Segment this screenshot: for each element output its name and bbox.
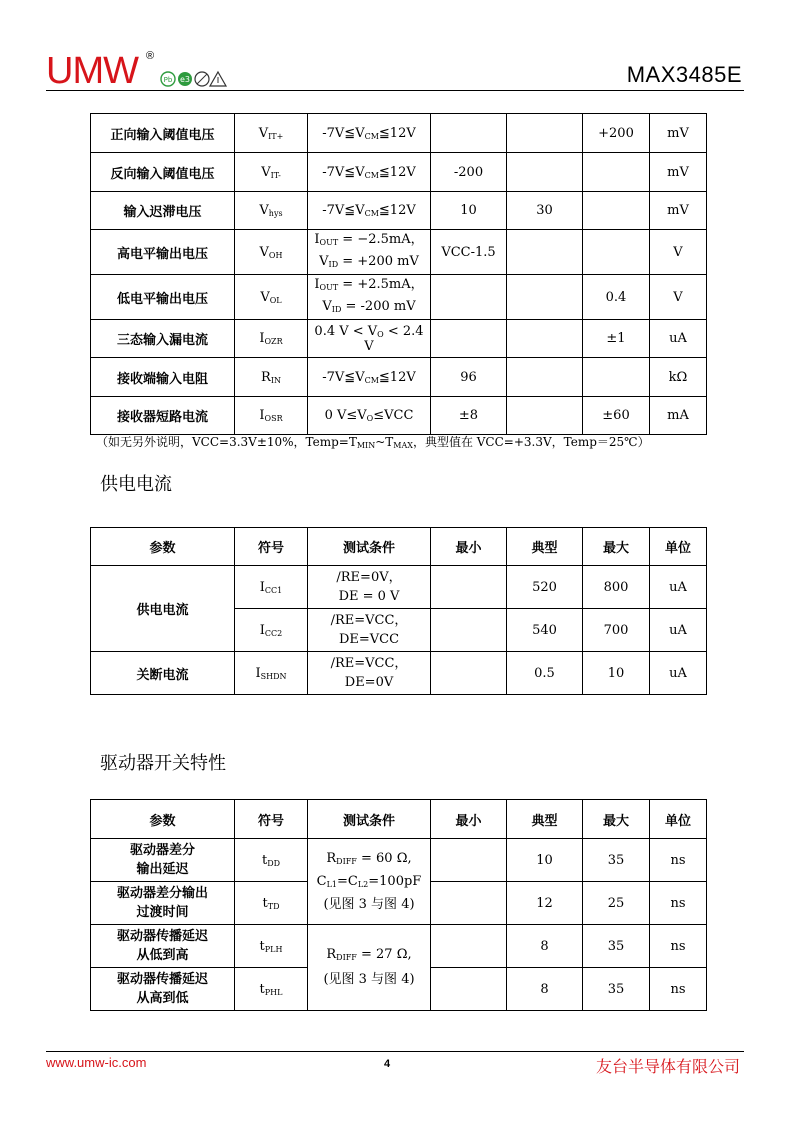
table-row (91, 230, 707, 275)
max-cell: 0.4 (583, 275, 650, 320)
min-cell (431, 609, 507, 652)
max-cell: 35 (583, 925, 650, 968)
table-row (91, 839, 707, 882)
max-cell: 700 (583, 609, 650, 652)
min-cell: -200 (431, 153, 507, 192)
param-cell: 高电平输出电压 (91, 230, 235, 275)
header-typ: 典型 (507, 800, 583, 839)
min-cell (431, 114, 507, 153)
header-param: 参数 (91, 528, 235, 566)
condition-cell: $I_{OUT} = +2.5mA$， $V_{ID} = -200$ mV (308, 275, 431, 320)
header-max: 最大 (583, 528, 650, 566)
min-cell (431, 839, 507, 882)
min-cell (431, 320, 507, 358)
header-condition: 测试条件 (308, 528, 431, 566)
typ-cell: 8 (507, 968, 583, 1011)
driver-switching-table (90, 799, 707, 1011)
unit-cell: mV (650, 114, 707, 153)
typ-cell: 12 (507, 882, 583, 925)
condition-cell: $-7V≦V_{CM}≦12V$ (308, 358, 431, 397)
condition-cell: $I_{OUT} = -2.5mA$， $V_{ID} = +200$ mV (308, 230, 431, 275)
param-cell: 关断电流 (91, 652, 235, 695)
min-cell: 10 (431, 192, 507, 230)
condition-cell: $-7V≦V_{CM}≦12V$ (308, 114, 431, 153)
unit-cell: uA (650, 566, 707, 609)
max-cell (583, 358, 650, 397)
condition-cell: /RE=VCC， DE=0V (308, 652, 431, 695)
table-header-row (91, 800, 707, 839)
unit-cell: mV (650, 153, 707, 192)
svg-text:e3: e3 (179, 75, 191, 84)
e3-icon (178, 72, 192, 86)
supply-current-table (90, 527, 707, 695)
max-cell: 10 (583, 652, 650, 695)
max-cell: ±60 (583, 397, 650, 435)
typ-cell (507, 230, 583, 275)
unit-cell: V (650, 230, 707, 275)
table-row (91, 320, 707, 358)
esd-icon (210, 72, 226, 86)
section-title-supply: 供电电流 (100, 474, 172, 495)
param-cell: 三态输入漏电流 (91, 320, 235, 358)
header-typ: 典型 (507, 528, 583, 566)
symbol-cell: $t_{TD}$ (235, 882, 308, 925)
table-row (91, 358, 707, 397)
unit-cell: kΩ (650, 358, 707, 397)
min-cell (431, 275, 507, 320)
company-logo (46, 50, 236, 92)
footer-website-link[interactable]: www.umw-ic.com (46, 1055, 147, 1070)
section-title-driver: 驱动器开关特性 (100, 753, 226, 774)
unit-cell: uA (650, 609, 707, 652)
table-row (91, 114, 707, 153)
table-row (91, 652, 707, 695)
param-cell: 接收器短路电流 (91, 397, 235, 435)
typ-cell (507, 358, 583, 397)
min-cell: 96 (431, 358, 507, 397)
unit-cell: mA (650, 397, 707, 435)
unit-cell: ns (650, 968, 707, 1011)
condition-cell: /RE=VCC， DE=VCC (308, 609, 431, 652)
header-unit: 单位 (650, 800, 707, 839)
max-cell: ±1 (583, 320, 650, 358)
table-row (91, 566, 707, 609)
min-cell (431, 566, 507, 609)
symbol-cell: $I_{CC1}$ (235, 566, 308, 609)
unit-cell: uA (650, 652, 707, 695)
param-cell: 驱动器传播延迟 从高到低 (91, 968, 235, 1011)
registered-mark: ® (146, 50, 155, 62)
header-max: 最大 (583, 800, 650, 839)
max-cell: +200 (583, 114, 650, 153)
symbol-cell: $I_{OZR}$ (235, 320, 308, 358)
pb-free-icon (161, 72, 175, 86)
unit-cell: mV (650, 192, 707, 230)
symbol-cell: $V_{IT-}$ (235, 153, 308, 192)
symbol-cell: $R_{IN}$ (235, 358, 308, 397)
typ-cell: 540 (507, 609, 583, 652)
typ-cell (507, 320, 583, 358)
param-cell: 驱动器差分输出 过渡时间 (91, 882, 235, 925)
min-cell (431, 652, 507, 695)
param-cell: 输入迟滞电压 (91, 192, 235, 230)
min-cell: VCC-1.5 (431, 230, 507, 275)
typ-cell: 30 (507, 192, 583, 230)
typ-cell (507, 114, 583, 153)
typ-cell (507, 397, 583, 435)
table-row (91, 192, 707, 230)
param-cell: 驱动器差分 输出延迟 (91, 839, 235, 882)
symbol-cell: $V_{IT+}$ (235, 114, 308, 153)
symbol-cell: $I_{OSR}$ (235, 397, 308, 435)
header-param: 参数 (91, 800, 235, 839)
max-cell (583, 153, 650, 192)
header-min: 最小 (431, 800, 507, 839)
min-cell: ±8 (431, 397, 507, 435)
rohs-icon (195, 72, 209, 86)
logo-text: UMW (46, 50, 138, 92)
condition-cell: $R_{DIFF} = 27$ Ω, (见图 3 与图 4) (308, 925, 431, 1011)
param-cell: 正向输入阈值电压 (91, 114, 235, 153)
header-min: 最小 (431, 528, 507, 566)
symbol-cell: $V_{hys}$ (235, 192, 308, 230)
max-cell: 25 (583, 882, 650, 925)
header-rule (46, 90, 744, 91)
condition-cell: 0 $V\le V_O\le VCC$ (308, 397, 431, 435)
condition-cell: 0.4 $V < V_O < 2.4$ V (308, 320, 431, 358)
symbol-cell: $t_{PHL}$ (235, 968, 308, 1011)
param-cell: 反向输入阈值电压 (91, 153, 235, 192)
max-cell (583, 230, 650, 275)
page-number: 4 (384, 1058, 391, 1070)
unit-cell: ns (650, 925, 707, 968)
condition-cell: $-7V≦V_{CM}≦12V$ (308, 192, 431, 230)
table-row (91, 397, 707, 435)
table-row (91, 275, 707, 320)
unit-cell: uA (650, 320, 707, 358)
symbol-cell: $t_{PLH}$ (235, 925, 308, 968)
symbol-cell: $I_{SHDN}$ (235, 652, 308, 695)
header-symbol: 符号 (235, 800, 308, 839)
svg-text:Pb: Pb (163, 76, 173, 84)
symbol-cell: $V_{OH}$ (235, 230, 308, 275)
footer-rule (46, 1051, 744, 1052)
receiver-table (90, 113, 707, 435)
header-condition: 测试条件 (308, 800, 431, 839)
unit-cell: V (650, 275, 707, 320)
typ-cell: 8 (507, 925, 583, 968)
param-cell: 接收端输入电阻 (91, 358, 235, 397)
condition-cell: $R_{DIFF} = 60$ Ω, $C_{L1}=C_{L2}=100pF$ (见图 3 与图 4) (308, 839, 431, 925)
unit-cell: ns (650, 882, 707, 925)
typ-cell: 520 (507, 566, 583, 609)
company-name: 友台半导体有限公司 (595, 1057, 740, 1076)
param-cell: 驱动器传播延迟 从低到高 (91, 925, 235, 968)
typ-cell: 10 (507, 839, 583, 882)
table-row (91, 153, 707, 192)
max-cell: 35 (583, 839, 650, 882)
min-cell (431, 882, 507, 925)
certification-icons (160, 70, 232, 88)
min-cell (431, 925, 507, 968)
header-unit: 单位 (650, 528, 707, 566)
typ-cell (507, 153, 583, 192)
typ-cell (507, 275, 583, 320)
symbol-cell: $t_{DD}$ (235, 839, 308, 882)
typ-cell: 0.5 (507, 652, 583, 695)
min-cell (431, 968, 507, 1011)
table-row (91, 925, 707, 968)
max-cell: 800 (583, 566, 650, 609)
condition-cell: /RE=0V， DE = 0 V (308, 566, 431, 609)
symbol-cell: $V_{OL}$ (235, 275, 308, 320)
max-cell (583, 192, 650, 230)
symbol-cell: $I_{CC2}$ (235, 609, 308, 652)
header-symbol: 符号 (235, 528, 308, 566)
condition-cell: $-7V≦V_{CM}≦12V$ (308, 153, 431, 192)
table-header-row (91, 528, 707, 566)
max-cell: 35 (583, 968, 650, 1011)
unit-cell: ns (650, 839, 707, 882)
param-cell: 低电平输出电压 (91, 275, 235, 320)
part-number: MAX3485E (626, 62, 742, 87)
conditions-note: （如无另外说明，VCC=3.3V±10%，$Temp=T_{MIN}\sim T_{MAX}$，典型值在 VCC=+3.3V，Temp＝25℃） (96, 435, 650, 450)
param-cell: 供电电流 (91, 566, 235, 652)
